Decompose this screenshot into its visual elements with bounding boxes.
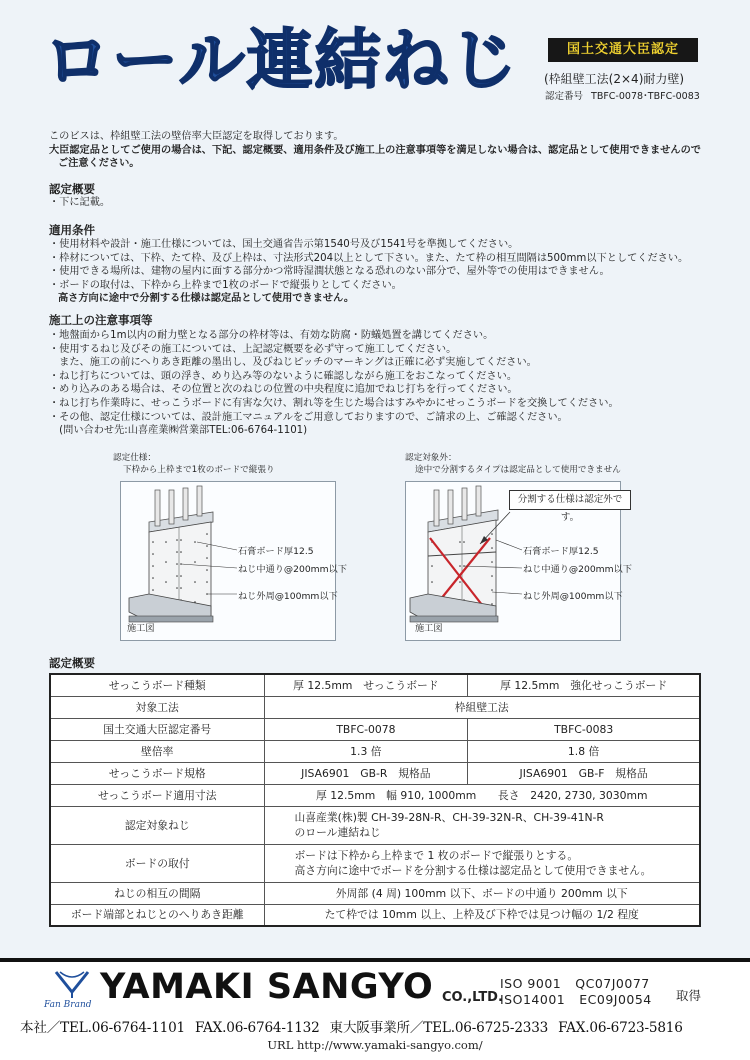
row-label: せっこうボード種類 bbox=[50, 674, 264, 696]
cell: 厚 12.5mm 強化せっこうボード bbox=[468, 674, 700, 696]
iso-certifications bbox=[500, 976, 652, 1008]
contact-line bbox=[20, 1016, 683, 1036]
row-label: ボード端部とねじとのへりあき距離 bbox=[50, 904, 264, 926]
website-url[interactable]: URL http://www.yamaki-sangyo.com/ bbox=[267, 1038, 483, 1052]
precaution-item: ・地盤面から1m以内の耐力壁となる部分の枠材等は、有効な防腐・防蟻処置を講じてください。 bbox=[49, 330, 494, 341]
row-label: ボードの取付 bbox=[50, 844, 264, 882]
precaution-item: ・ねじ打ち作業時に、せっこうボードに有害な欠け、割れ等を生じた場合はすみやかにせっこうボードを交換してください。 bbox=[49, 397, 619, 409]
table-row bbox=[50, 718, 700, 740]
iso-code: EC09J0054 bbox=[579, 992, 652, 1007]
hq-phone: 本社／TEL.06-6764-1101 bbox=[20, 1020, 185, 1036]
hq-fax: FAX.06-6764-1132 bbox=[195, 1020, 320, 1036]
certification-numbers: TBFC-0078･TBFC-0083 bbox=[591, 91, 700, 102]
cell: TBFC-0083 bbox=[468, 718, 700, 740]
east-office-phone: 東大阪事業所／TEL.06-6725-2333 bbox=[329, 1020, 549, 1036]
cell: たて枠では 10mm 以上、上枠及び下枠では見つけ幅の 1/2 程度 bbox=[264, 904, 700, 926]
caption-line: 認定仕様： bbox=[113, 453, 156, 463]
cell: 外周部 (4 周) 100mm 以下、ボードの中通り 200mm 以下 bbox=[264, 882, 700, 904]
row-label: 認定対象ねじ bbox=[50, 806, 264, 844]
intro-line-bold: ご注意ください。 bbox=[58, 158, 140, 170]
cell-line: ボードは下枠から上枠まで 1 枚のボードで縦張りとする。 bbox=[294, 849, 579, 862]
row-label: せっこうボード適用寸法 bbox=[50, 784, 264, 806]
iso-standard: ISO 9001 bbox=[500, 976, 562, 991]
caption-line: 下枠から上枠まで1枚のボードで縦張り bbox=[123, 465, 275, 475]
condition-item: ・使用できる場所は、建物の屋内に面する部分かつ常時湿潤状態となる恐れのない部分で、屋外等での使用はできません。 bbox=[49, 266, 610, 278]
certification-number bbox=[545, 88, 700, 102]
table-row bbox=[50, 696, 700, 718]
row-label: 壁倍率 bbox=[50, 740, 264, 762]
page-title: ロール連結ねじ bbox=[44, 22, 519, 99]
cell: TBFC-0078 bbox=[264, 718, 468, 740]
iso-standard: ISO14001 bbox=[500, 992, 566, 1007]
table-row bbox=[50, 784, 700, 806]
section-heading-summary: 認定概要 bbox=[49, 182, 95, 196]
label-plan-right: 施工図 bbox=[415, 623, 443, 634]
company-suffix: CO.,LTD. bbox=[442, 990, 503, 1005]
iso-row bbox=[500, 976, 652, 992]
company-name: YAMAKI SANGYO bbox=[100, 967, 434, 1007]
cell: JISA6901 GB-F 規格品 bbox=[468, 762, 700, 784]
table-row bbox=[50, 882, 700, 904]
table-row bbox=[50, 762, 700, 784]
cell-line: 山喜産業(株)製 CH-39-28N-R、CH-39-32N-R、CH-39-41N-R bbox=[294, 811, 604, 824]
cell-line: のロール連結ねじ bbox=[294, 826, 381, 839]
condition-item: ・使用材料や設計・施工仕様については、国土交通省告示第1540号及び1541号を準拠してください。 bbox=[49, 239, 519, 250]
cell bbox=[264, 806, 700, 844]
label-mid-screw-right: ねじ中通り@200mm以下 bbox=[523, 564, 632, 575]
cell: 1.8 倍 bbox=[468, 740, 700, 762]
cell: 厚 12.5mm 幅 910, 1000mm 長さ 2420, 2730, 3030mm bbox=[264, 784, 700, 806]
iso-acquired: 取得 bbox=[676, 988, 702, 1003]
precaution-item: ・ねじ打ちについては、頭の浮き、めり込み等のないように確認しながら施工をおこなってください。 bbox=[49, 370, 518, 382]
label-plan-left: 施工図 bbox=[127, 623, 155, 634]
row-label: 国土交通大臣認定番号 bbox=[50, 718, 264, 740]
precautions-list bbox=[49, 329, 619, 438]
precaution-item: ・使用するねじ及びその施工については、上記認定概要を必ず守って施工してください。 bbox=[49, 343, 457, 355]
caption-line: 認定対象外： bbox=[405, 453, 457, 463]
precaution-item: ・その他、認定仕様については、設計施工マニュアルをご用意しておりますので、ご請求の上、ご確認ください。 bbox=[49, 411, 568, 423]
intro-line-bold: 大臣認定品としてご使用の場合は、下記、認定概要、適用条件及び施工上の注意事項等を満足しない場合は、認定品として使用できませんので bbox=[49, 144, 701, 156]
spec-table-heading: 認定概要 bbox=[49, 656, 95, 670]
east-office-fax: FAX.06-6723-5816 bbox=[558, 1020, 683, 1036]
cell: 枠組壁工法 bbox=[264, 696, 700, 718]
left-diagram-caption bbox=[113, 452, 275, 476]
section-heading-precautions: 施工上の注意事項等 bbox=[49, 313, 153, 327]
caption-line: 途中で分割するタイプは認定品として使用できません bbox=[415, 465, 621, 475]
summary-note: ・下に記載。 bbox=[49, 197, 111, 208]
condition-bold-note: 高さ方向に途中で分割する仕様は認定品として使用できません。 bbox=[58, 293, 355, 305]
iso-code: QC07J0077 bbox=[575, 976, 650, 991]
label-edge-screw-right: ねじ外周@100mm以下 bbox=[523, 591, 623, 602]
label-mid-screw-left: ねじ中通り@200mm以下 bbox=[238, 564, 347, 575]
table-row bbox=[50, 740, 700, 762]
cell-line: 高さ方向に途中でボードを分割する仕様は認定品として使用できません。 bbox=[294, 864, 652, 877]
fan-logo-icon bbox=[52, 968, 92, 1004]
table-row bbox=[50, 844, 700, 882]
table-row bbox=[50, 674, 700, 696]
table-row bbox=[50, 904, 700, 926]
cell: JISA6901 GB-R 規格品 bbox=[264, 762, 468, 784]
construction-method: (枠組壁工法(2×4)耐力壁) bbox=[544, 72, 685, 86]
label-board-left: 石膏ボード厚12.5 bbox=[238, 546, 314, 557]
brand-label: Fan Brand bbox=[44, 1000, 92, 1010]
label-edge-screw-left: ねじ外周@100mm以下 bbox=[238, 591, 338, 602]
cell: 厚 12.5mm せっこうボード bbox=[264, 674, 468, 696]
iso-row bbox=[500, 992, 652, 1008]
intro-text bbox=[49, 130, 701, 171]
section-heading-conditions: 適用条件 bbox=[49, 223, 95, 237]
condition-item: ・枠材については、下枠、たて枠、及び上枠は、寸法形式204以上として下さい。また、たて枠の相互間隔は500mm以下としてください。 bbox=[49, 252, 689, 264]
spec-table bbox=[49, 673, 701, 927]
table-row bbox=[50, 806, 700, 844]
callout-not-certified: 分割する仕様は認定外です。 bbox=[509, 490, 631, 510]
certification-label: 認定番号 bbox=[545, 91, 584, 102]
right-diagram-caption bbox=[405, 452, 621, 476]
precaution-item: (問い合わせ先:山喜産業㈱営業部TEL:06-6764-1101) bbox=[49, 425, 308, 437]
cell bbox=[264, 844, 700, 882]
precaution-item: ・めり込みのある場合は、その位置と次のねじの位置の中央程度に追加でねじ打ちを行ってください。 bbox=[49, 384, 518, 396]
label-board-right: 石膏ボード厚12.5 bbox=[523, 546, 599, 557]
cell: 1.3 倍 bbox=[264, 740, 468, 762]
certification-badge: 国土交通大臣認定 bbox=[548, 38, 698, 62]
row-label: 対象工法 bbox=[50, 696, 264, 718]
precaution-item: また、施工の前にへりあき距離の墨出し、及びねじピッチのマーキングは正確に必ず実施してください。 bbox=[49, 357, 537, 369]
row-label: せっこうボード規格 bbox=[50, 762, 264, 784]
condition-item: ・ボードの取付は、下枠から上枠まで1枚のボードで縦張りとしてください。 bbox=[49, 279, 402, 291]
intro-line: このビスは、枠組壁工法の壁倍率大臣認定を取得しております。 bbox=[49, 131, 344, 142]
row-label: ねじの相互の間隔 bbox=[50, 882, 264, 904]
conditions-list bbox=[49, 238, 688, 306]
